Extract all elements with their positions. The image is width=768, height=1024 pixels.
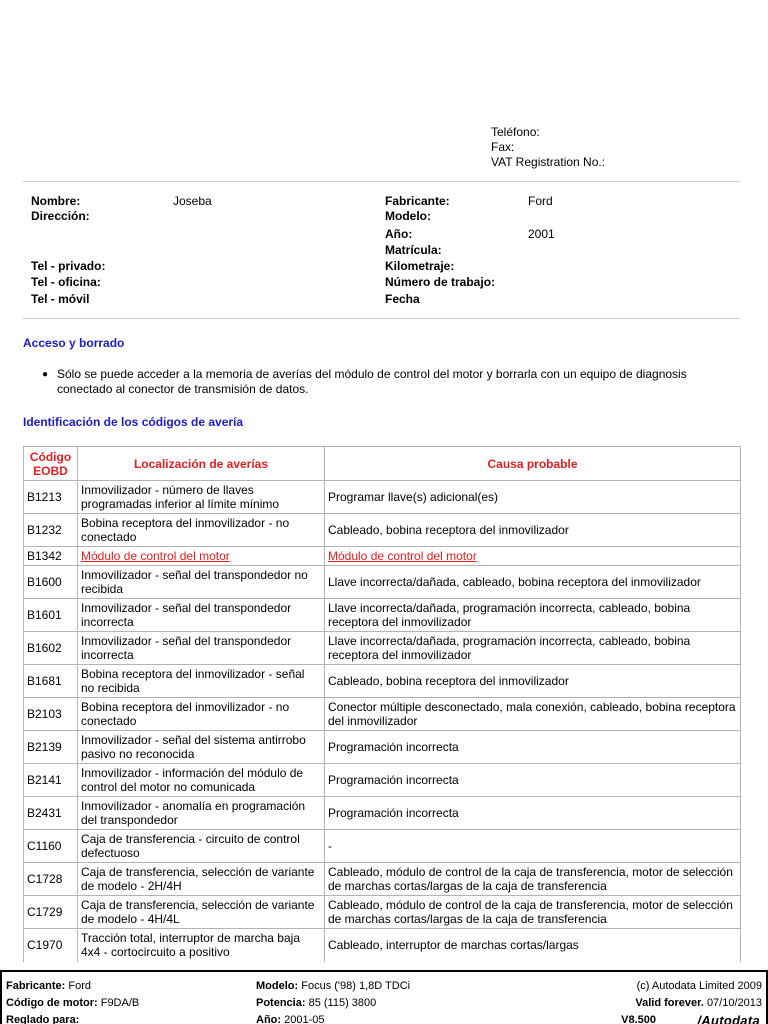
- bullet-icon: ●: [42, 369, 49, 380]
- fault-code: B1681: [24, 665, 78, 698]
- footer-engine-value: F9DA/B: [100, 997, 140, 1009]
- fault-location: Bobina receptora del inmovilizador - no conectado: [78, 514, 325, 547]
- model-label: Modelo:: [385, 209, 431, 223]
- contact-block: [491, 125, 605, 170]
- date-label: Fecha: [385, 292, 420, 306]
- footer-bar: [0, 970, 768, 1024]
- fault-cause: Conector múltiple desconectado, mala conexión, cableado, bobina receptora del inmovilizador: [325, 698, 741, 731]
- fault-code: B2431: [24, 797, 78, 830]
- table-row: [24, 731, 741, 764]
- table-row: [24, 896, 741, 929]
- fault-location: Inmovilizador - señal del transpondedor no recibida: [78, 566, 325, 599]
- fault-location: Tracción total, interruptor de marcha baja 4x4 - cortocircuito a positivo: [78, 929, 325, 962]
- fault-cause: -: [325, 830, 741, 863]
- name-label: Nombre:: [31, 194, 81, 208]
- fault-code: B2103: [24, 698, 78, 731]
- fault-location: Caja de transferencia - circuito de control defectuoso: [78, 830, 325, 863]
- fault-code: B1213: [24, 481, 78, 514]
- fault-location: Bobina receptora del inmovilizador - señal no recibida: [78, 665, 325, 698]
- table-row: [24, 797, 741, 830]
- access-bullet-text: Sólo se puede acceder a la memoria de averías del módulo de control del motor y borrarla con un equipo de diagnosis conectado al conector de transmisión de datos.: [57, 367, 687, 396]
- fault-code: B1600: [24, 566, 78, 599]
- footer-maker-label: Fabricante:: [6, 980, 66, 992]
- table-row: [24, 514, 741, 547]
- footer-engine: [6, 996, 139, 1010]
- tel-private-label: Tel - privado:: [31, 259, 106, 273]
- header-code: Código EOBD: [24, 447, 78, 481]
- table-row: [24, 764, 741, 797]
- fault-location: Inmovilizador - señal del sistema antirrobo pasivo no reconocida: [78, 731, 325, 764]
- fault-cause-link[interactable]: Módulo de control del motor: [325, 547, 741, 566]
- footer-maker: [6, 979, 91, 993]
- maker-value: Ford: [528, 194, 553, 208]
- table-row: [24, 566, 741, 599]
- fault-cause: Cableado, módulo de control de la caja de transferencia, motor de selección de marchas cortas/largas de la caja de transferencia: [325, 863, 741, 896]
- fault-code: B1232: [24, 514, 78, 547]
- footer-power: [256, 996, 376, 1010]
- fault-location: Inmovilizador - número de llaves programadas inferior al límite mínimo: [78, 481, 325, 514]
- fault-code: C1970: [24, 929, 78, 962]
- fault-location: Inmovilizador - señal del transpondedor incorrecta: [78, 599, 325, 632]
- header-location: Localización de averías: [78, 447, 325, 481]
- footer-copyright: (c) Autodata Limited 2009: [636, 980, 762, 992]
- header-cause: Causa probable: [325, 447, 741, 481]
- fault-cause: Cableado, interruptor de marchas cortas/largas: [325, 929, 741, 962]
- table-row: [24, 632, 741, 665]
- fault-cause: Programación incorrecta: [325, 797, 741, 830]
- fault-codes-table: [23, 446, 741, 962]
- fault-cause: Cableado, bobina receptora del inmovilizador: [325, 665, 741, 698]
- fault-location-link[interactable]: Módulo de control del motor: [78, 547, 325, 566]
- address-label: Dirección:: [31, 209, 90, 223]
- fault-cause: Llave incorrecta/dañada, programación incorrecta, cableado, bobina receptora del inmovilizador: [325, 632, 741, 665]
- fault-code: C1729: [24, 896, 78, 929]
- divider-top: [23, 181, 740, 182]
- footer-model-label: Modelo:: [256, 980, 299, 992]
- access-bullet-item: [42, 367, 742, 397]
- plate-label: Matrícula:: [385, 243, 442, 257]
- footer-set-for: [6, 1013, 79, 1024]
- footer-engine-label: Código de motor:: [6, 997, 98, 1009]
- fault-location: Inmovilizador - anomalía en programación del transpondedor: [78, 797, 325, 830]
- table-row: [24, 547, 741, 566]
- footer-model: [256, 979, 410, 993]
- divider-middle: [23, 318, 740, 319]
- fault-location: Caja de transferencia, selección de variante de modelo - 4H/4L: [78, 896, 325, 929]
- fault-cause: Programación incorrecta: [325, 764, 741, 797]
- table-row: [24, 665, 741, 698]
- logo-text: Autodata: [701, 1013, 760, 1024]
- fault-cause: Llave incorrecta/dañada, programación incorrecta, cableado, bobina receptora del inmovilizador: [325, 599, 741, 632]
- footer-power-value: 85 (115) 3800: [308, 997, 377, 1009]
- year-label: Año:: [385, 227, 413, 241]
- table-header-row: [24, 447, 741, 481]
- footer-set-for-label: Reglado para:: [6, 1014, 80, 1024]
- fault-code: B2139: [24, 731, 78, 764]
- job-number-label: Número de trabajo:: [385, 275, 496, 289]
- fault-location: Caja de transferencia, selección de variante de modelo - 2H/4H: [78, 863, 325, 896]
- autodata-logo: [697, 1013, 760, 1024]
- fax-label: Fax:: [491, 140, 515, 154]
- table-row: [24, 599, 741, 632]
- maker-label: Fabricante:: [385, 194, 450, 208]
- footer-year-label: Año:: [256, 1014, 282, 1024]
- footer-valid-date: 07/10/2013: [706, 997, 762, 1009]
- table-row: [24, 698, 741, 731]
- fault-code: C1728: [24, 863, 78, 896]
- vat-label: VAT Registration No.:: [491, 155, 606, 169]
- fault-cause: Cableado, bobina receptora del inmovilizador: [325, 514, 741, 547]
- footer-year: [256, 1013, 324, 1024]
- phone-label: Teléfono:: [491, 125, 540, 139]
- footer-valid: [635, 996, 762, 1010]
- fault-code: B1602: [24, 632, 78, 665]
- year-value: 2001: [528, 227, 555, 241]
- tel-office-label: Tel - oficina:: [31, 275, 101, 289]
- name-value: Joseba: [173, 194, 212, 208]
- table-row: [24, 830, 741, 863]
- fault-code: B1601: [24, 599, 78, 632]
- fault-code: B2141: [24, 764, 78, 797]
- fault-location: Inmovilizador - información del módulo de control del motor no comunicada: [78, 764, 325, 797]
- table-row: [24, 929, 741, 962]
- footer-maker-value: Ford: [68, 980, 91, 992]
- fault-location: Inmovilizador - señal del transpondedor incorrecta: [78, 632, 325, 665]
- logo-slash-icon: /: [697, 1013, 702, 1024]
- footer-version: V8.500: [621, 1014, 656, 1024]
- footer-valid-label: Valid forever.: [635, 997, 704, 1009]
- access-section-title: Acceso y borrado: [23, 336, 125, 350]
- footer-power-label: Potencia:: [256, 997, 306, 1009]
- fault-cause: Programación incorrecta: [325, 731, 741, 764]
- footer-year-value: 2001-05: [284, 1014, 325, 1024]
- fault-cause: Llave incorrecta/dañada, cableado, bobina receptora del inmovilizador: [325, 566, 741, 599]
- table-row: [24, 863, 741, 896]
- fault-code: C1160: [24, 830, 78, 863]
- fault-location: Bobina receptora del inmovilizador - no conectado: [78, 698, 325, 731]
- fault-cause: Cableado, módulo de control de la caja de transferencia, motor de selección de marchas cortas/largas de la caja de transferencia: [325, 896, 741, 929]
- tel-mobile-label: Tel - móvil: [31, 292, 90, 306]
- fault-cause: Programar llave(s) adicional(es): [325, 481, 741, 514]
- footer-model-value: Focus ('98) 1,8D TDCi: [301, 980, 411, 992]
- table-row: [24, 481, 741, 514]
- codes-section-title: Identificación de los códigos de avería: [23, 415, 244, 429]
- fault-code: B1342: [24, 547, 78, 566]
- mileage-label: Kilometraje:: [385, 259, 455, 273]
